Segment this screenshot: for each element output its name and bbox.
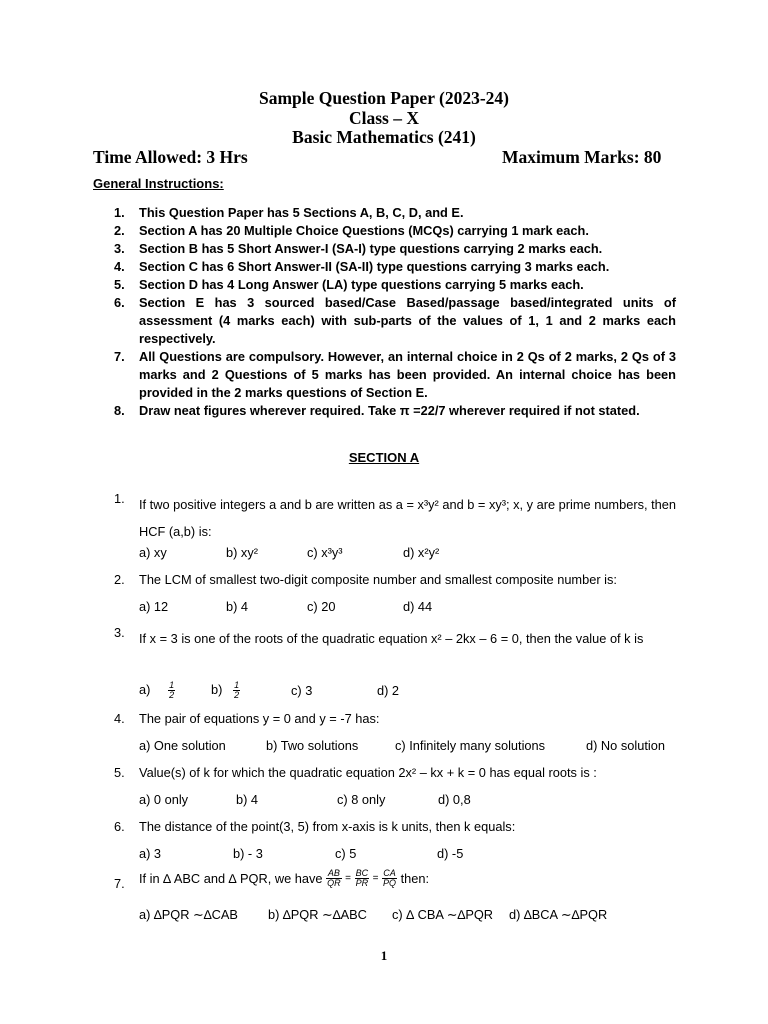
q3-number: 3. (114, 625, 125, 640)
paper-title: Sample Question Paper (2023-24) (258, 88, 510, 108)
q2-option-b: b) 4 (226, 599, 249, 614)
q5-option-c: c) 8 only (337, 792, 386, 807)
instruction-item: 8. Draw neat figures wherever required. Take π =22/7 wherever required if not stated. (114, 403, 640, 418)
instructions-heading: General Instructions: (93, 176, 224, 191)
q2-option-a: a) 12 (139, 599, 169, 614)
q7-number: 7. (114, 876, 125, 891)
q3-fraction-b: $\frac{1}{2}$ (234, 680, 240, 700)
q3-option-d: d) 2 (377, 683, 400, 698)
subject-line: Basic Mathematics (241) (292, 127, 476, 147)
q7-fraction-ca-pq: $\frac{CA}{PQ}$ (383, 868, 397, 888)
q1-option-a: a) xy (139, 545, 167, 560)
q4-option-a: a) One solution (139, 738, 226, 753)
q7-text: If in ∆ ABC and ∆ PQR, we have $\frac{AB}{QR}$ = $\frac{BC}{PR}$ = $\frac{CA}{PQ}$ then: (139, 868, 430, 888)
instruction-item: 7. All Questions are compulsory. However, an internal choice in 2 Qs of 2 marks, 2 Qs of 3 marks and 2 Questions of 5 marks has been provided. An internal choice has been provided in the 2 marks questions of Section E. (114, 349, 676, 400)
q4-number: 4. (114, 711, 125, 726)
q2-option-c: c) 20 (307, 599, 336, 614)
q6-option-d: d) -5 (437, 846, 464, 861)
q1-option-d: d) x²y² (403, 545, 440, 560)
q4-option-c: c) Infinitely many solutions (395, 738, 546, 753)
instruction-item: 3. Section B has 5 Short Answer-I (SA-I) type questions carrying 2 marks each. (114, 241, 603, 256)
class-line: Class – X (348, 108, 419, 128)
q5-option-b: b) 4 (236, 792, 259, 807)
q6-number: 6. (114, 819, 125, 834)
q2-number: 2. (114, 572, 125, 587)
q4-option-d: d) No solution (586, 738, 665, 753)
q1-option-b: b) xy² (226, 545, 258, 560)
q3-text: If x = 3 is one of the roots of the quadratic equation x² – 2kx – 6 = 0, then the value of k is (139, 631, 644, 646)
q5-option-a: a) 0 only (139, 792, 189, 807)
instructions-list (114, 204, 676, 420)
q2-text: The LCM of smallest two-digit composite number and smallest composite number is: (139, 572, 617, 587)
q1-text: If two positive integers a and b are written as a = x³y² and b = xy³; x, y are prime numbers, then HCF (a,b) is: (139, 497, 677, 539)
q3-fraction-a: $\frac{1}{2}$ (169, 680, 175, 700)
q3-option-b: b) $\frac{1}{2}$ (211, 680, 240, 700)
q4-option-b: b) Two solutions (266, 738, 359, 753)
q6-option-b: b) - 3 (233, 846, 263, 861)
q7-option-b: b) ∆PQR ∼∆ABC (268, 907, 367, 922)
q3-option-a: a) $\frac{1}{2}$ (139, 680, 175, 700)
q1-option-c: c) x³y³ (307, 545, 343, 560)
q2-option-d: d) 44 (403, 599, 433, 614)
page-number: 1 (380, 948, 388, 963)
instruction-item: 5. Section D has 4 Long Answer (LA) type questions carrying 5 marks each. (114, 277, 584, 292)
q7-fraction-ab-qr: $\frac{AB}{QR}$ (327, 868, 341, 888)
q5-text: Value(s) of k for which the quadratic equation 2x² – kx + k = 0 has equal roots is : (139, 765, 597, 780)
q6-option-c: c) 5 (335, 846, 357, 861)
instruction-item: 6. Section E has 3 sourced based/Case Based/passage based/integrated units of assessment (4 marks each) with sub-parts of the values of 1, 1 and 2 marks each respectively. (114, 295, 676, 346)
maximum-marks: Maximum Marks: 80 (502, 147, 662, 167)
q7-fraction-bc-pr: $\frac{BC}{PR}$ (355, 868, 369, 888)
q7-option-d: d) ∆BCA ∼∆PQR (509, 907, 608, 922)
instruction-item: 1. This Question Paper has 5 Sections A, B, C, D, and E. (114, 205, 464, 220)
q4-text: The pair of equations y = 0 and y = -7 has: (139, 711, 380, 726)
time-allowed: Time Allowed: 3 Hrs (93, 147, 248, 167)
instruction-item: 4. Section C has 6 Short Answer-II (SA-II) type questions carrying 3 marks each. (114, 259, 610, 274)
q3-option-c: c) 3 (291, 683, 313, 698)
instruction-item: 2. Section A has 20 Multiple Choice Questions (MCQs) carrying 1 mark each. (114, 223, 589, 238)
section-a-heading: SECTION A (348, 450, 420, 465)
q6-option-a: a) 3 (139, 846, 162, 861)
q5-option-d: d) 0,8 (438, 792, 471, 807)
q1-number: 1. (114, 491, 125, 506)
q7-option-c: c) ∆ CBA ∼∆PQR (392, 907, 494, 922)
q5-number: 5. (114, 765, 125, 780)
q7-option-a: a) ∆PQR ∼∆CAB (139, 907, 238, 922)
q6-text: The distance of the point(3, 5) from x-axis is k units, then k equals: (139, 819, 516, 834)
